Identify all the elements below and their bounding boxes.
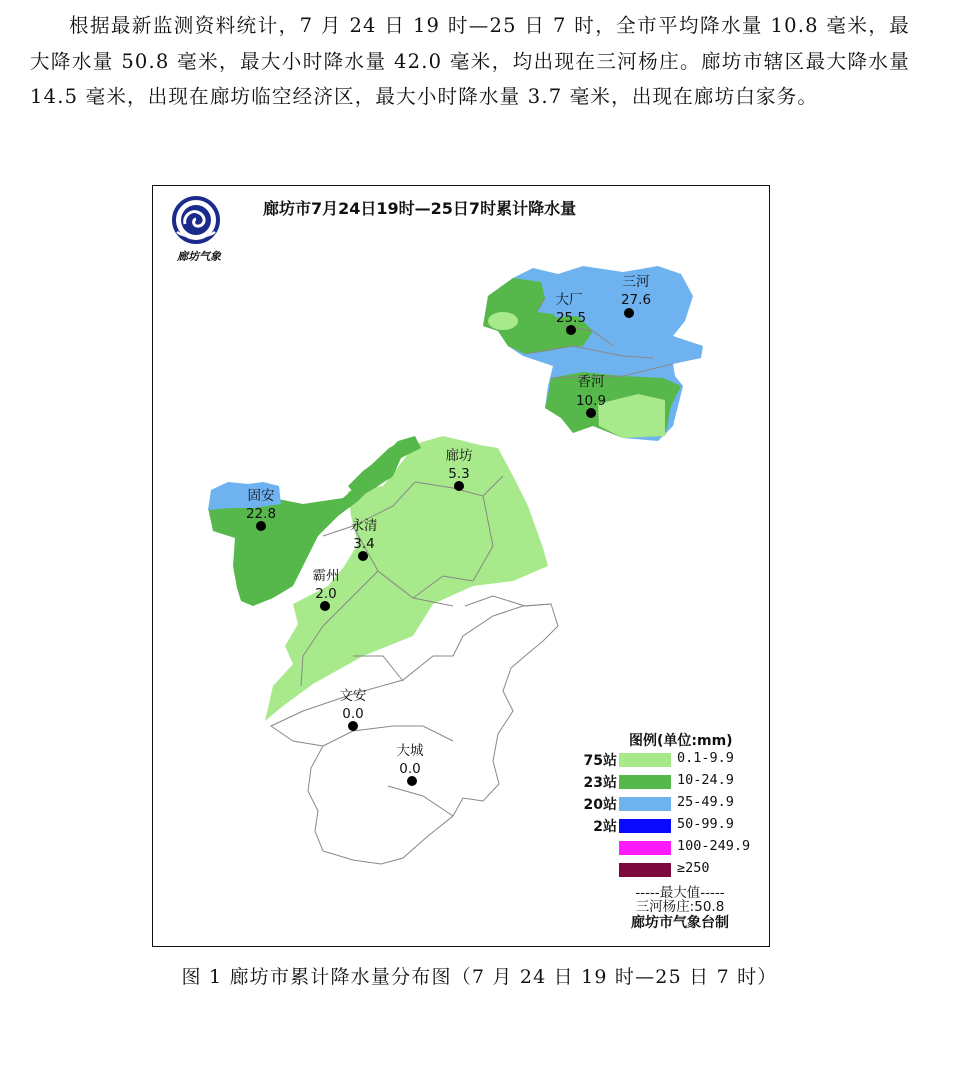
weather-bureau-logo	[165, 194, 227, 264]
paragraph-text: 根据最新监测资料统计，7 月 24 日 19 时—25 日 7 时，全市平均降水量 10.8 毫米，最大降水量 50.8 毫米，最大小时降水量 42.0 毫米，均出现在三河杨庄。廊坊市辖区最大降水量 14.5 毫米，出现在廊坊临空经济区，最大小时降水量 3.7 毫米，出现在廊坊白家务。	[30, 14, 910, 108]
legend-swatch	[619, 841, 671, 855]
legend-range: 10-24.9	[677, 772, 734, 788]
legend-range: 50-99.9	[677, 816, 734, 832]
body-paragraph	[30, 8, 910, 115]
legend-count: 23站	[583, 775, 617, 791]
station-dot-xianghe	[586, 408, 596, 418]
station-name-wenan: 文安	[339, 688, 367, 704]
producer-label: 廊坊市气象台制	[631, 915, 729, 931]
legend-title: 图例(单位:mm)	[629, 733, 733, 749]
station-name-sanhe: 三河	[622, 274, 650, 290]
station-dot-dachang	[566, 325, 576, 335]
station-dot-wenan	[348, 721, 358, 731]
legend-swatch	[619, 797, 671, 811]
station-dot-dacheng	[407, 776, 417, 786]
legend-row	[581, 772, 770, 792]
station-value-dachang: 25.5	[555, 310, 587, 326]
dachang-light-patch	[488, 312, 518, 330]
legend-swatch	[619, 819, 671, 833]
station-value-xianghe: 10.9	[575, 393, 607, 409]
station-value-sanhe: 27.6	[620, 292, 652, 308]
station-name-langfang: 廊坊	[445, 448, 473, 464]
legend-swatch	[619, 753, 671, 767]
station-value-yongqing: 3.4	[353, 536, 375, 552]
legend-range: 25-49.9	[677, 794, 734, 810]
station-name-guan: 固安	[247, 488, 275, 504]
station-value-dacheng: 0.0	[399, 761, 421, 777]
legend-range: 100-249.9	[677, 838, 751, 854]
legend-row	[581, 838, 770, 858]
max-value: 三河杨庄:50.8	[635, 899, 725, 915]
station-name-dachang: 大厂	[555, 292, 583, 308]
legend-count: 20站	[583, 797, 617, 813]
legend-row	[581, 750, 770, 770]
figure-caption: 图 1 廊坊市累计降水量分布图（7 月 24 日 19 时—25 日 7 时）	[181, 966, 778, 988]
cloud-swirl-icon	[165, 194, 227, 248]
legend-row	[581, 860, 770, 880]
station-dot-guan	[256, 521, 266, 531]
logo-text: 廊坊气象	[177, 250, 221, 263]
station-dot-sanhe	[624, 308, 634, 318]
legend-row	[581, 794, 770, 814]
legend-count: 2站	[593, 819, 617, 835]
station-value-langfang: 5.3	[448, 466, 470, 482]
station-name-yongqing: 永清	[350, 518, 378, 534]
station-dot-yongqing	[358, 551, 368, 561]
legend-count: 75站	[583, 753, 617, 769]
station-name-bazhou: 霸州	[312, 568, 340, 584]
station-dot-bazhou	[320, 601, 330, 611]
max-value-block	[595, 886, 765, 932]
station-value-guan: 22.8	[245, 506, 277, 522]
legend-range: 0.1-9.9	[677, 750, 734, 766]
station-value-bazhou: 2.0	[315, 586, 337, 602]
legend-range: ≥250	[677, 860, 710, 876]
precipitation-map-figure	[152, 185, 770, 947]
map-title: 廊坊市7月24日19时—25日7时累计降水量	[263, 199, 577, 218]
legend-row	[581, 816, 770, 836]
max-header: -----最大值-----	[635, 885, 725, 901]
station-name-dacheng: 大城	[396, 743, 424, 759]
station-name-xianghe: 香河	[577, 374, 605, 390]
legend-swatch	[619, 863, 671, 877]
legend-swatch	[619, 775, 671, 789]
station-value-wenan: 0.0	[342, 706, 364, 722]
station-dot-langfang	[454, 481, 464, 491]
